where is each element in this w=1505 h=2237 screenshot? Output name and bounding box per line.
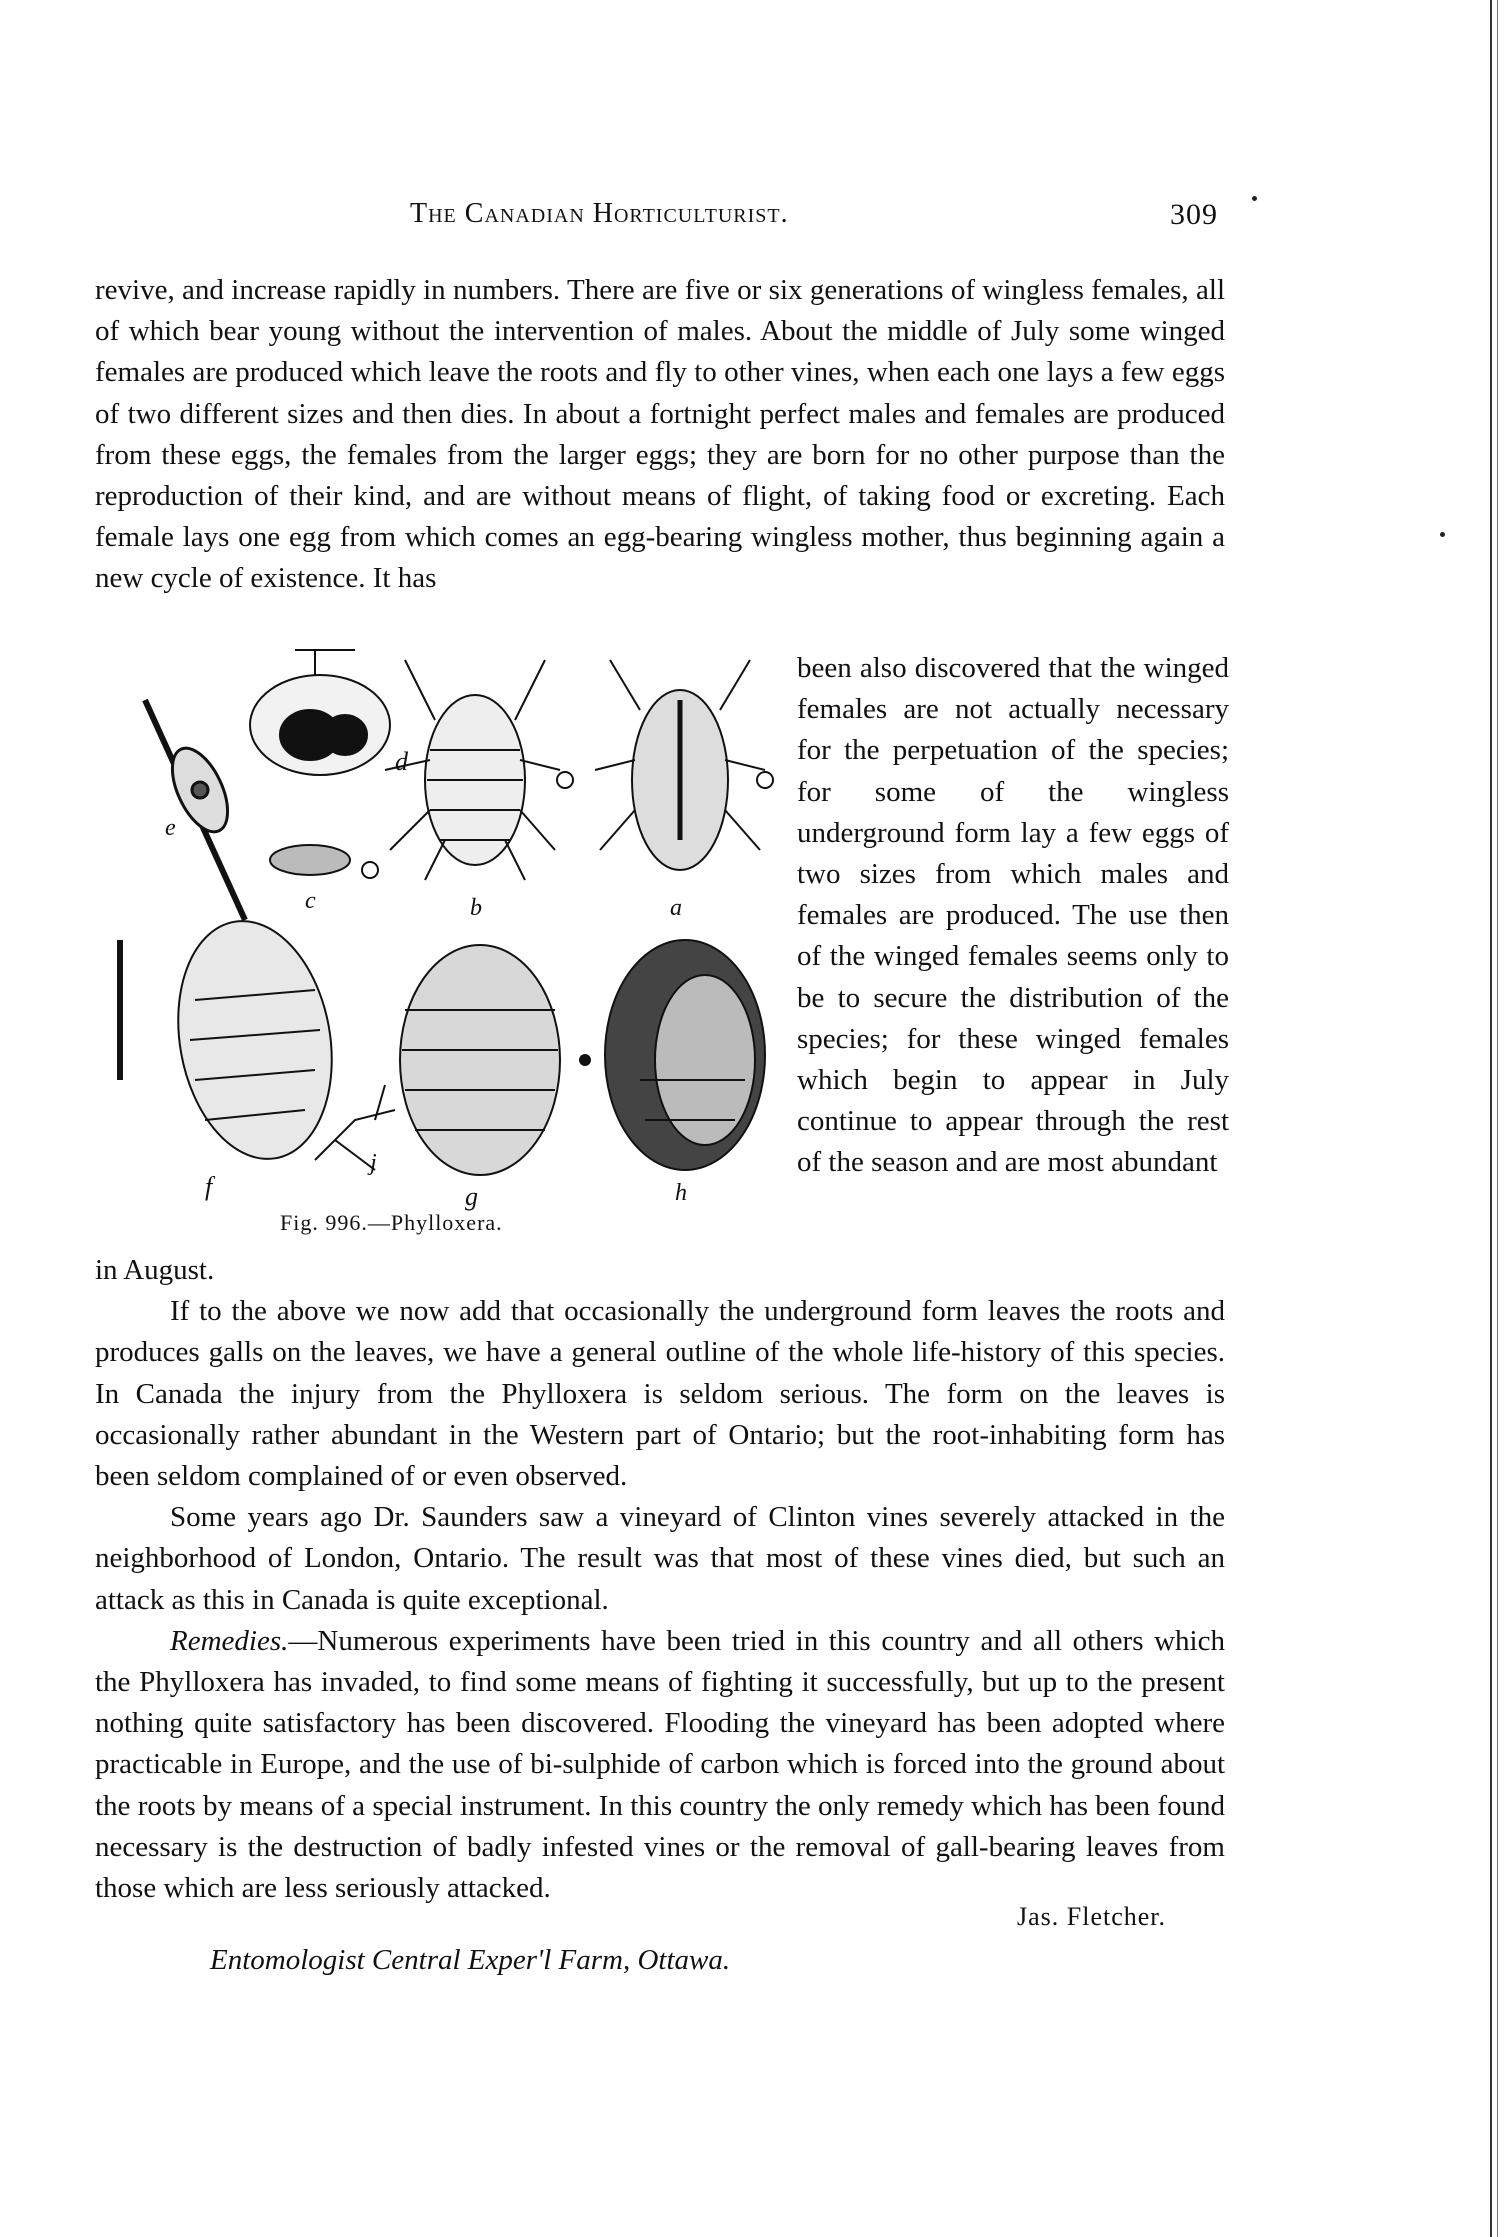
figure-part-c [270,845,378,878]
figure-label-f: f [205,1172,213,1201]
paragraph-1: revive, and increase rapidly in numbers. There are five or six generations of wingless females, all of which bear young without the intervention of males. About the middle of July some winged females are produced which leave the roots and fly to other vines, when each one lays a few eggs of two different sizes and then dies. In about a fortnight perfect males and females are produced from these eggs, the females from the larger eggs; they are born for no other purpose than the reproduction of their kind, and are without means of flight, of taking food or excreting. Each female lays one egg from which comes an egg-bearing wingless mother, thus beginning again a new cycle of existence. It has [95,274,1225,595]
figure-part-e [145,700,245,920]
author-affiliation: Entomologist Central Exper'l Farm, Ottawa. [210,1944,731,1976]
phylloxera-illustration [105,640,775,1240]
continuation-line: in August. [95,1254,215,1286]
author-signature: Jas. Fletcher. [1017,1902,1167,1931]
print-speck [1252,196,1257,201]
figure-label-d: d [395,747,408,776]
paragraph-4 [95,1621,1225,1909]
running-title: The Canadian Horticulturist. [410,198,789,229]
figure-label-b: b [470,895,482,921]
figure-phylloxera [95,640,775,1250]
body-text-top [95,270,1225,600]
page-edge-line-secondary [1497,0,1498,2237]
side-text: been also discovered that the winged females are not actually necessary for the perpetuation of the species; for some of the wingless underground form lay a few eggs of two sizes from which males and females are produced. The use then of the winged females seems only to be to secure the distribution of the species; for these winged females which begin to appear in July continue to appear through the rest of the season and are most abundant [797,652,1229,1179]
figure-label-g: g [465,1182,478,1211]
print-speck [1440,532,1445,537]
paragraph-2: If to the above we now add that occasionally the underground form leaves the roots and produces galls on the leaves, we have a general outline of the whole life-history of this species. In Canada the injury from the Phylloxera is seldom serious. The form on the leaves is occasionally rather abundant in the Western part of Ontario; but the root-inhabiting form has been seldom complained of or even observed. [95,1295,1225,1493]
page-number: 309 [1170,198,1218,231]
figure-label-j: j [370,1150,377,1176]
page-header [410,198,1270,238]
remedies-heading: Remedies. [170,1624,289,1657]
body-text-bottom [95,1250,1225,1909]
figure-caption: Fig. 996.—Phylloxera. [280,1210,503,1235]
figure-part-g [400,945,590,1175]
figure-label-e: e [165,815,176,841]
figure-label-c: c [305,888,316,914]
figure-label-a: a [670,895,682,921]
figure-label-h: h [675,1180,687,1206]
figure-part-f [120,909,350,1171]
figure-part-a [595,660,773,870]
paragraph-4-text: —Numerous experiments have been tried in this country and all others which the Phylloxera has invaded, to find some means of fighting it successfully, but up to the present nothing quite satisfactory has been discovered. Flooding the vineyard has been adopted where practicable in Europe, and the use of bi-sulphide of carbon which is forced into the ground about the roots by means of a special instrument. In this country the only remedy which has been found necessary is the destruction of badly infested vines or the removal of gall-bearing leaves from those which are less seriously attacked. [95,1624,1225,1905]
figure-part-h [605,940,765,1170]
page-edge-line [1490,0,1492,2237]
figure-part-b [385,660,573,880]
paragraph-3: Some years ago Dr. Saunders saw a vineyard of Clinton vines severely attacked in the neighborhood of London, Ontario. The result was that most of these vines died, but such an attack as this in Canada is quite exceptional. [95,1501,1225,1616]
figure-part-d [250,650,390,775]
